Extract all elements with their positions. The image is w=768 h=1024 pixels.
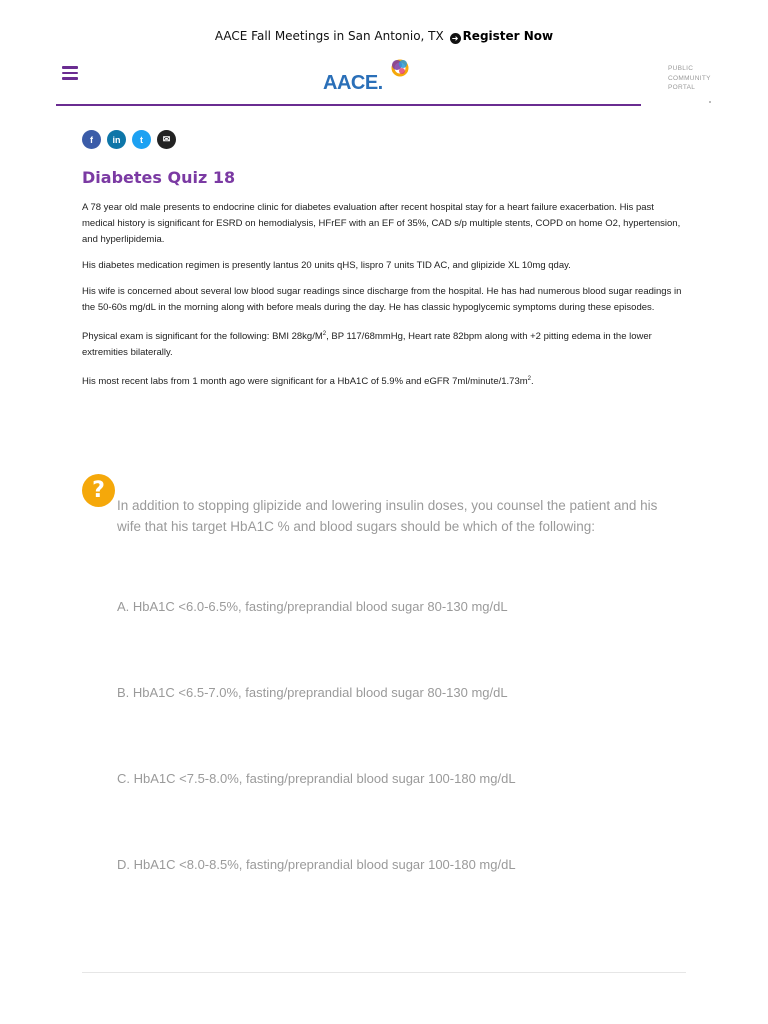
case-paragraph-hypoglycemia: His wife is concerned about several low blood sugar readings since discharge from the hospital. He has had numerous blood sugar readings in the 50-60s mg/dL in the morning along with before meals during the day. He has classic hypoglycemic symptoms during these episodes. <box>82 286 682 313</box>
labs-text: His most recent labs from 1 month ago were significant for a HbA1C of 5.9% and eGFR 7ml/minute/1.73m <box>82 376 528 388</box>
question-mark-icon: ? <box>82 474 115 507</box>
aace-wordmark: AACE. <box>323 72 383 94</box>
menu-bar-icon <box>62 66 78 69</box>
hamburger-menu-button[interactable] <box>62 66 78 80</box>
facebook-share-icon[interactable]: f <box>82 130 101 149</box>
linkedin-share-icon[interactable]: in <box>107 130 126 149</box>
register-now-label: Register Now <box>462 29 554 43</box>
case-paragraph-medications: His diabetes medication regimen is presently lantus 20 units qHS, lispro 7 units TID AC, and glipizide XL 10mg qday. <box>82 260 571 271</box>
answer-option-c[interactable]: C. HbA1C <7.5-8.0%, fasting/preprandial blood sugar 100-180 mg/dL <box>117 771 516 786</box>
arrow-circle-icon: ➜ <box>450 33 461 44</box>
divider-dot <box>709 101 711 103</box>
social-share-bar <box>82 130 176 149</box>
aace-logo[interactable] <box>323 56 413 96</box>
register-now-link[interactable] <box>450 29 554 43</box>
quiz-question: In addition to stopping glipizide and lowering insulin doses, you counsel the patient and his wife that his target HbA1C % and blood sugars should be which of the following: <box>117 498 658 534</box>
answer-option-a[interactable]: A. HbA1C <6.0-6.5%, fasting/preprandial blood sugar 80-130 mg/dL <box>117 599 508 614</box>
case-paragraph-exam <box>82 326 682 361</box>
announcement-text: AACE Fall Meetings in San Antonio, TX <box>214 29 444 43</box>
header-divider <box>56 104 641 106</box>
answer-option-d[interactable]: D. HbA1C <8.0-8.5%, fasting/preprandial blood sugar 100-180 mg/dL <box>117 857 516 872</box>
content-divider <box>82 972 686 973</box>
email-share-icon[interactable]: ✉ <box>157 130 176 149</box>
exam-superscript: 2 <box>322 331 327 337</box>
case-description <box>82 200 682 400</box>
portal-line-3: PORTAL <box>668 84 696 91</box>
twitter-share-icon[interactable]: t <box>132 130 151 149</box>
menu-bar-icon <box>62 77 78 80</box>
menu-bar-icon <box>62 72 78 75</box>
case-paragraph-history: A 78 year old male presents to endocrine clinic for diabetes evaluation after recent hospital stay for a heart failure exacerbation. His past medical history is significant for ESRD on hemodialysis, HFrEF with an EF of 35%, CAD s/p multiple stents, COPD on home O2, hypertension, and hyperlipidemia. <box>82 202 681 245</box>
answer-option-b[interactable]: B. HbA1C <6.5-7.0%, fasting/preprandial blood sugar 80-130 mg/dL <box>117 685 508 700</box>
portal-line-2: COMMUNITY <box>668 74 711 82</box>
exam-text-rest: , BP 117/68mmHg, Heart rate 82bpm along with +2 pitting edema in the lower extremities bilaterally. <box>82 331 652 359</box>
portal-line-1: PUBLIC <box>668 65 694 72</box>
exam-text: Physical exam is significant for the following: BMI 28kg/M <box>82 331 323 343</box>
announcement-bar <box>0 29 768 44</box>
labs-superscript: 2 <box>527 376 531 383</box>
page-title: Diabetes Quiz 18 <box>82 168 236 187</box>
public-community-portal-link[interactable] <box>668 64 711 93</box>
case-paragraph-labs <box>82 371 682 390</box>
labs-text-rest: . <box>531 376 534 388</box>
